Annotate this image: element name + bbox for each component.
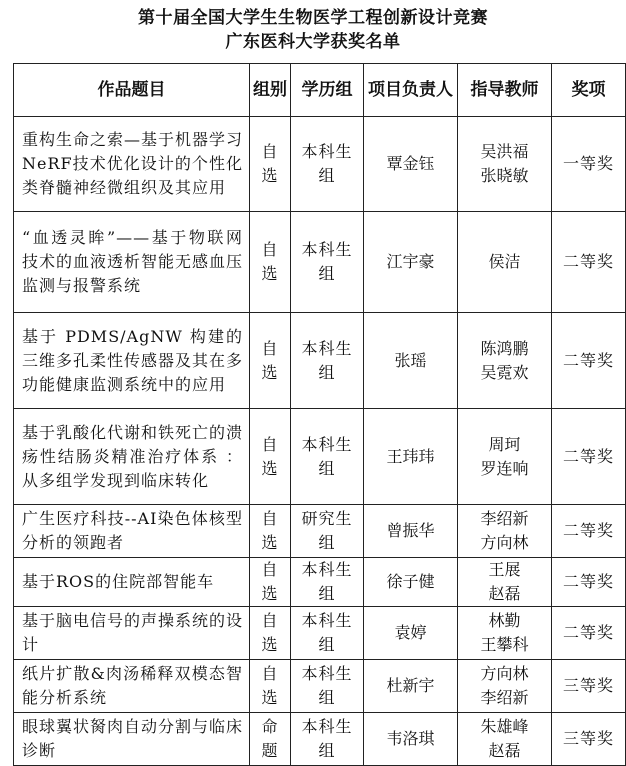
cell-level: 本科生组 (291, 212, 364, 313)
table-row (14, 212, 626, 313)
table-row (14, 660, 626, 713)
cell-group: 自选 (250, 607, 291, 660)
cell-leader: 徐子健 (364, 558, 458, 607)
advisor-name: 吴霓欢 (480, 362, 529, 382)
cell-group: 自选 (250, 212, 291, 313)
cell-leader: 张瑶 (364, 313, 458, 409)
cell-group: 命题 (250, 713, 291, 766)
advisor-name: 方向林 (480, 664, 529, 683)
cell-group: 自选 (250, 117, 291, 212)
cell-group: 自选 (250, 505, 291, 558)
header-advisor: 指导教师 (458, 64, 552, 117)
cell-leader: 覃金钰 (364, 117, 458, 212)
cell-award: 三等奖 (552, 713, 626, 766)
cell-group: 自选 (250, 313, 291, 409)
title-block (0, 0, 626, 54)
cell-work-title: 基于ROS的住院部智能车 (14, 558, 250, 607)
advisor-name: 赵磊 (488, 741, 521, 760)
cell-leader: 江宇豪 (364, 212, 458, 313)
cell-advisor (458, 117, 552, 212)
cell-leader: 王玮玮 (364, 409, 458, 505)
advisor-name: 张晓敏 (480, 166, 529, 185)
advisor-name: 朱雄峰 (480, 717, 529, 736)
header-level: 学历组 (291, 64, 364, 117)
table-row (14, 607, 626, 660)
header-work-title: 作品题目 (14, 64, 250, 117)
header-group: 组别 (250, 64, 291, 117)
cell-award: 一等奖 (552, 117, 626, 212)
cell-work-title: 基于 PDMS/AgNW 构建的三维多孔柔性传感器及其在多功能健康监测系统中的应用 (14, 313, 250, 409)
cell-award: 二等奖 (552, 409, 626, 505)
document-subtitle: 广东医科大学获奖名单 (225, 32, 401, 52)
document-title: 第十届全国大学生生物医学工程创新设计竞赛 (138, 8, 488, 28)
cell-work-title: 基于脑电信号的声操系统的设计 (14, 607, 250, 660)
advisor-name: 侯洁 (488, 252, 521, 271)
cell-award: 二等奖 (552, 505, 626, 558)
cell-advisor (458, 558, 552, 607)
cell-work-title: “血透灵眸”——基于物联网技术的血液透析智能无感血压监测与报警系统 (14, 212, 250, 313)
advisor-name: 李绍新 (480, 509, 529, 528)
advisor-name: 赵磊 (488, 584, 521, 603)
cell-level: 研究生组 (291, 505, 364, 558)
cell-leader: 袁婷 (364, 607, 458, 660)
cell-level: 本科生组 (291, 558, 364, 607)
cell-award: 二等奖 (552, 607, 626, 660)
cell-level: 本科生组 (291, 409, 364, 505)
table-row (14, 409, 626, 505)
cell-award: 二等奖 (552, 212, 626, 313)
table-row (14, 713, 626, 766)
cell-work-title: 纸片扩散&肉汤稀释双模态智能分析系统 (14, 660, 250, 713)
table-row (14, 313, 626, 409)
cell-award: 二等奖 (552, 558, 626, 607)
cell-work-title: 基于乳酸化代谢和铁死亡的溃疡性结肠炎精准治疗体系 ：从多组学发现到临床转化 (14, 409, 250, 505)
cell-leader: 杜新宇 (364, 660, 458, 713)
header-award: 奖项 (552, 64, 626, 117)
advisor-name: 吴洪福 (480, 142, 529, 161)
cell-level: 本科生组 (291, 713, 364, 766)
cell-group: 自选 (250, 409, 291, 505)
cell-level: 本科生组 (291, 117, 364, 212)
cell-level: 本科生组 (291, 607, 364, 660)
cell-group: 自选 (250, 660, 291, 713)
cell-advisor (458, 607, 552, 660)
cell-leader: 曾振华 (364, 505, 458, 558)
cell-work-title: 广生医疗科技--AI染色体核型分析的领跑者 (14, 505, 250, 558)
advisor-name: 李绍新 (480, 688, 529, 707)
advisor-name: 周珂 (488, 434, 521, 454)
advisor-name: 王展 (488, 560, 521, 579)
table-row (14, 117, 626, 212)
cell-award: 二等奖 (552, 313, 626, 409)
table-row (14, 505, 626, 558)
advisor-name: 林勤 (488, 611, 521, 630)
cell-level: 本科生组 (291, 313, 364, 409)
cell-advisor (458, 660, 552, 713)
cell-advisor (458, 505, 552, 558)
advisor-name: 方向林 (480, 533, 529, 552)
cell-award: 三等奖 (552, 660, 626, 713)
cell-work-title: 重构生命之索—基于机器学习NeRF技术优化设计的个性化类脊髓神经微组织及其应用 (14, 117, 250, 212)
cell-advisor (458, 212, 552, 313)
advisor-name: 王攀科 (480, 635, 529, 654)
cell-level: 本科生组 (291, 660, 364, 713)
header-leader: 项目负责人 (364, 64, 458, 117)
cell-advisor (458, 713, 552, 766)
cell-group: 自选 (250, 558, 291, 607)
advisor-name: 陈鸿鹏 (480, 338, 529, 358)
award-table (13, 63, 626, 766)
advisor-name: 罗连响 (480, 458, 529, 478)
table-row (14, 558, 626, 607)
cell-advisor (458, 409, 552, 505)
table-header-row (14, 64, 626, 117)
cell-leader: 韦洛琪 (364, 713, 458, 766)
cell-work-title: 眼球翼状胬肉自动分割与临床诊断 (14, 713, 250, 766)
cell-advisor (458, 313, 552, 409)
